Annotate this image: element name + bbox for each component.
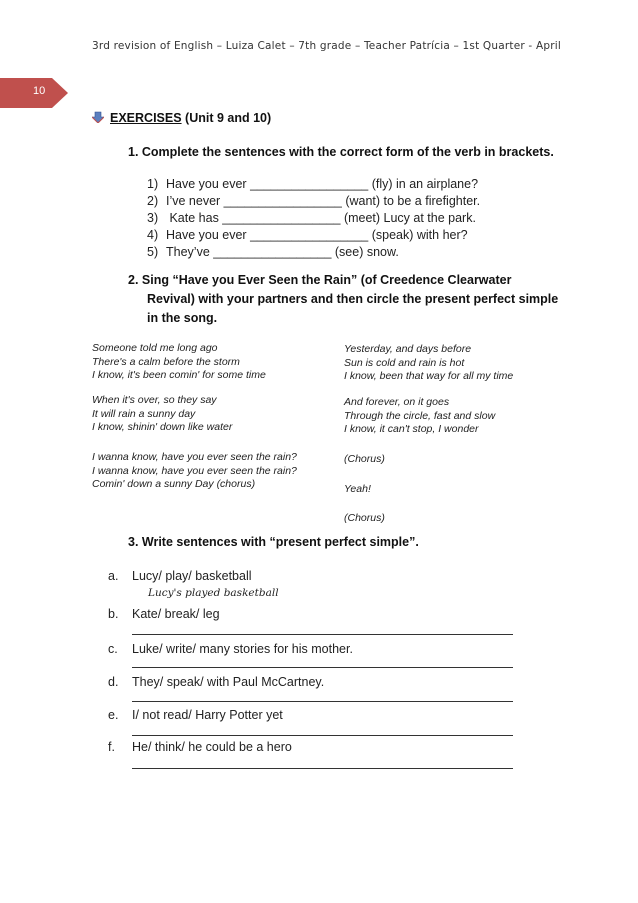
task3-item-d	[108, 674, 324, 690]
item-text: Kate has _________________ (meet) Lucy at the park.	[166, 211, 476, 225]
handwritten-answer: Lucy's played basketball	[148, 587, 279, 599]
lyric-line: I know, shinin' down like water	[92, 421, 233, 433]
item-letter: a.	[108, 569, 119, 583]
lyric-line: It will rain a sunny day	[92, 407, 196, 420]
item-text: Have you ever _________________ (fly) in an airplane?	[166, 177, 479, 191]
section-title-rest: (Unit 9 and 10)	[181, 111, 272, 125]
item-prompt: They/ speak/ with Paul McCartney.	[132, 675, 325, 689]
item-prompt: He/ think/ he could be a hero	[132, 740, 292, 754]
item-number: 5)	[147, 245, 159, 259]
song-stanza-right-2	[344, 396, 495, 437]
item-text: I’ve never _________________ (want) to be a firefighter.	[166, 194, 481, 208]
item-letter: c.	[108, 642, 118, 656]
lyric-line: Sun is cold and rain is hot	[344, 356, 465, 369]
lyric-line: There's a calm before the storm	[92, 355, 240, 368]
task3-item-f	[108, 739, 292, 755]
answer-line[interactable]	[132, 634, 513, 635]
lyric-line: And forever, on it goes	[344, 396, 450, 408]
task1-item	[147, 193, 480, 209]
task1-item	[147, 244, 399, 260]
item-letter: e.	[108, 708, 119, 722]
item-letter: d.	[108, 675, 119, 689]
task2-line: Revival) with your partners and then circle the present perfect simple	[147, 292, 559, 306]
item-number: 1)	[147, 177, 159, 191]
item-number: 4)	[147, 228, 159, 242]
task3-title: 3. Write sentences with “present perfect simple”.	[128, 535, 419, 549]
song-chorus: (Chorus)	[344, 453, 385, 465]
page-number: 10	[33, 85, 46, 97]
item-letter: f.	[108, 740, 115, 754]
lyric-line: I know, been that way for all my time	[344, 370, 514, 382]
task1-title: 1. Complete the sentences with the correct form of the verb in brackets.	[128, 145, 554, 159]
answer-line[interactable]	[132, 768, 513, 769]
page-header: 3rd revision of English – Luiza Calet – 7th grade – Teacher Patrícia – 1st Quarter - April	[92, 40, 561, 52]
task2-line: 2. Sing “Have you Ever Seen the Rain” (of Creedence Clearwater	[128, 273, 512, 287]
song-yeah: Yeah!	[344, 483, 371, 495]
arrow-down-icon	[92, 111, 104, 123]
lyric-line: Comin' down a sunny Day (chorus)	[92, 478, 256, 490]
song-stanza-left-3	[92, 451, 297, 492]
item-prompt: Kate/ break/ leg	[132, 607, 220, 621]
item-number: 3)	[147, 211, 159, 225]
lyric-line: I know, it can't stop, I wonder	[344, 423, 479, 435]
item-prompt: I/ not read/ Harry Potter yet	[132, 708, 283, 722]
lyric-line: I know, it's been comin' for some time	[92, 369, 266, 381]
lyric-line: Yesterday, and days before	[344, 343, 472, 355]
item-prompt: Lucy/ play/ basketball	[132, 569, 252, 583]
song-chorus: (Chorus)	[344, 512, 385, 524]
lyric-line: Through the circle, fast and slow	[344, 409, 496, 422]
task1-item	[147, 176, 478, 192]
item-prompt: Luke/ write/ many stories for his mother.	[132, 642, 353, 656]
song-stanza-left-1	[92, 342, 266, 383]
item-text: They’ve _________________ (see) snow.	[166, 245, 399, 259]
answer-line[interactable]	[132, 735, 513, 736]
song-stanza-right-1	[344, 343, 513, 384]
lyric-line: I wanna know, have you ever seen the rain?	[92, 464, 297, 477]
song-stanza-left-2	[92, 394, 232, 435]
section-title-underlined: EXERCISES	[110, 111, 182, 125]
lyric-line: When it's over, so they say	[92, 394, 217, 406]
item-text: Have you ever _________________ (speak) with her?	[166, 228, 468, 242]
section-title	[92, 111, 271, 125]
task1-item	[147, 210, 476, 226]
task2-instructions	[128, 271, 559, 328]
task3-item-c	[108, 641, 353, 657]
task2-line: in the song.	[147, 311, 218, 325]
item-number: 2)	[147, 194, 159, 208]
answer-line[interactable]	[132, 667, 513, 668]
answer-line[interactable]	[132, 701, 513, 702]
item-letter: b.	[108, 607, 119, 621]
lyric-line: I wanna know, have you ever seen the rain?	[92, 451, 297, 463]
task3-item-a	[108, 568, 252, 584]
lyric-line: Someone told me long ago	[92, 342, 218, 354]
task1-item	[147, 227, 468, 243]
task3-item-e	[108, 707, 283, 723]
task3-item-b	[108, 606, 220, 622]
